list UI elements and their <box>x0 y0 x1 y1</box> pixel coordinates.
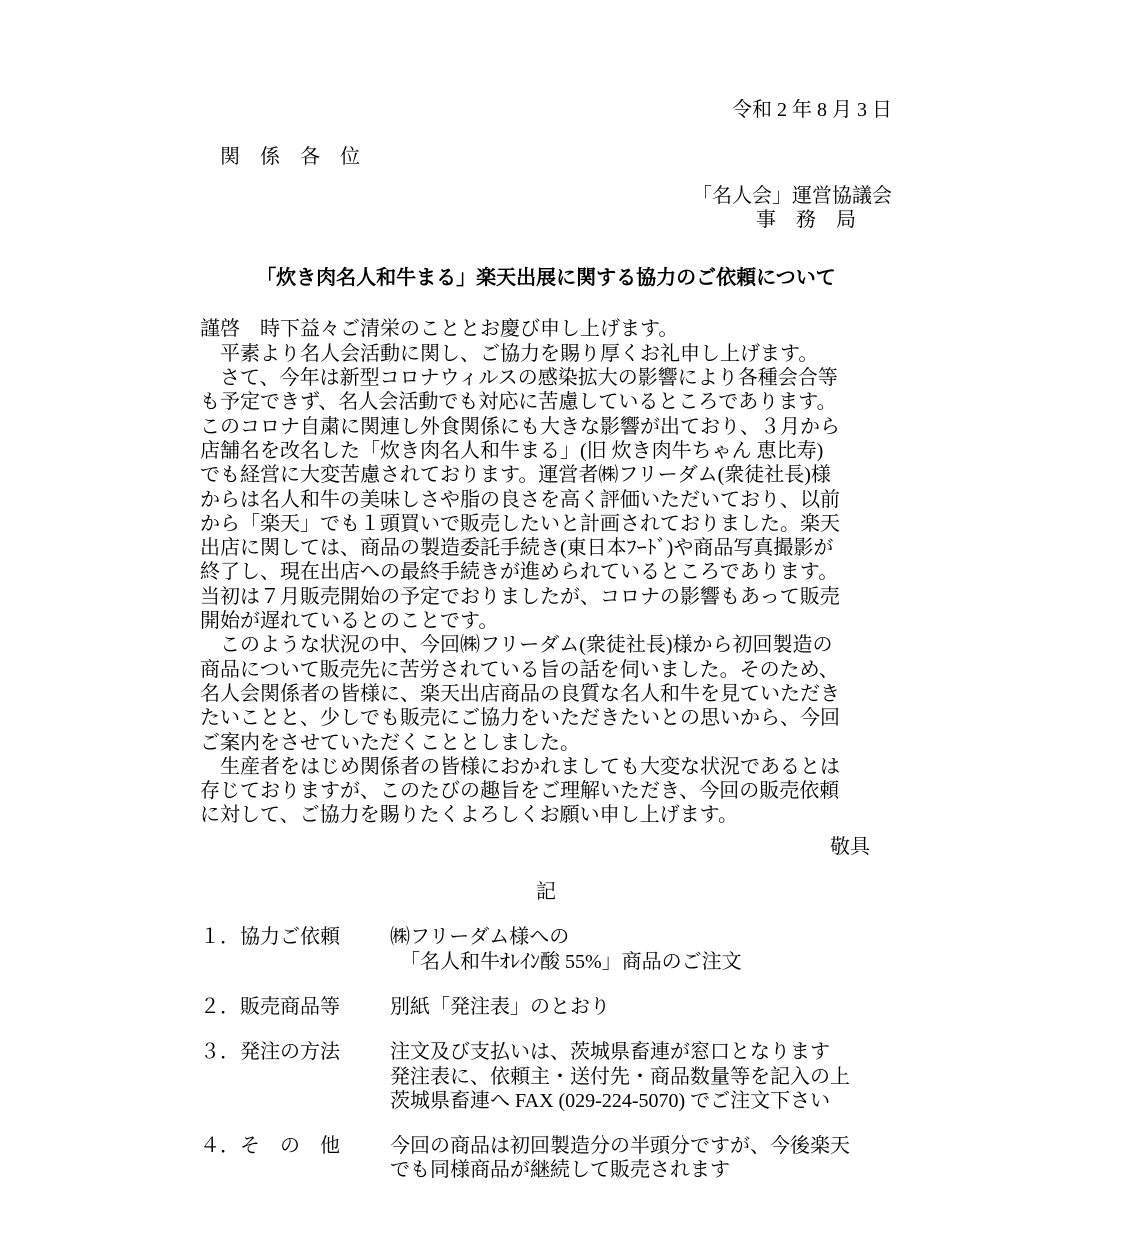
item-description <box>390 1134 892 1183</box>
body-line: 存じておりますが、このたびの趣旨をご理解いただき、今回の販売依頼 <box>200 780 840 803</box>
item-label: 協力ご依頼 <box>240 926 340 949</box>
list-item <box>200 1040 892 1113</box>
item-description-line: 今回の商品は初回製造分の半頭分ですが、今後楽天 <box>390 1135 850 1158</box>
item-description-line: でも同様商品が継続して販売されます <box>390 1159 730 1182</box>
item-description-line: 茨城県畜連へ FAX (029-224-5070) でご注文下さい <box>390 1089 831 1112</box>
body-line: 終了し、現在出店への最終手続きが進められているところであります。 <box>200 561 839 584</box>
body-line: 当初は７月販売開始の予定でおりましたが、コロナの影響もあって販売 <box>200 585 840 608</box>
date-line: 令和 2 年 8 月 3 日 <box>732 99 892 121</box>
item-number: ２． <box>200 995 240 1018</box>
body-line: からは名人和牛の美味しさや脂の良さを高く評価いただいており、以前 <box>200 488 840 511</box>
item-number: ４． <box>200 1135 240 1158</box>
body-line: 謹啓 時下益々ご清栄のこととお慶び申し上げます。 <box>200 318 679 341</box>
body-line: 生産者をはじめ関係者の皆様におかれましても大変な状況であるとは <box>200 755 840 778</box>
body-line: 店舗名を改名した「炊き肉名人和牛まる」(旧 炊き肉牛ちゃん 恵比寿) <box>200 439 824 462</box>
item-number-label <box>200 1134 390 1158</box>
item-description-line: ㈱フリーダム様への <box>390 926 570 949</box>
body-line: に対して、ご協力を賜りたくよろしくお願い申し上げます。 <box>200 804 738 827</box>
sender-block <box>200 184 892 233</box>
items-list <box>200 925 892 1182</box>
body-line: から「楽天」でも１頭買いで販売したいと計画されておりました。楽天 <box>200 512 840 535</box>
body-line: ご案内をさせていただくこととしました。 <box>200 731 580 754</box>
body-line: 商品について販売先に苦労されている旨の話を伺いました。そのため、 <box>200 658 839 681</box>
body-line: このコロナ自粛に関連し外食関係にも大きな影響が出ており、３月から <box>200 415 840 438</box>
sender-department: 事 務 局 <box>756 208 856 231</box>
item-label: 販売商品等 <box>240 995 340 1018</box>
body-line: 平素より名人会活動に関し、ご協力を賜り厚くお礼申し上げます。 <box>200 342 819 365</box>
item-number: １． <box>200 926 240 949</box>
letter-body <box>200 317 892 827</box>
recipient-line: 関 係 各 位 <box>220 146 360 169</box>
list-item <box>200 1134 892 1183</box>
body-line: も予定できず、名人会活動でも対応に苦慮しているところであります。 <box>200 391 837 414</box>
list-item <box>200 925 892 974</box>
item-number-label <box>200 995 390 1019</box>
item-number-label <box>200 1040 390 1064</box>
item-description-line: 「名人和牛ｵﾚｲﾝ酸 55%」商品のご注文 <box>390 950 742 973</box>
item-number: ３． <box>200 1041 240 1064</box>
item-description-line: 発注表に、依頼主・送付先・商品数量等を記入の上 <box>390 1065 850 1088</box>
body-line: 出店に関しては、商品の製造委託手続き(東日本ﾌｰﾄﾞ)や商品写真撮影が <box>200 537 834 560</box>
item-description-line: 注文及び支払いは、茨城県畜連が窓口となります <box>390 1041 830 1064</box>
closing-line: 敬具 <box>830 835 870 858</box>
body-line: 名人会関係者の皆様に、楽天出店商品の良質な名人和牛を見ていただき <box>200 682 840 705</box>
item-label: そ の 他 <box>240 1135 340 1158</box>
sender-organization: 「名人会」運営協議会 <box>692 184 892 207</box>
body-line: でも経営に大変苦慮されております。運営者㈱フリーダム(衆徒社長)様 <box>200 464 831 487</box>
item-number-label <box>200 925 390 949</box>
list-item <box>200 995 892 1019</box>
item-description <box>390 995 892 1019</box>
item-description <box>390 1040 892 1113</box>
document-title: 「炊き肉名人和牛まる」楽天出展に関する協力のご依頼について <box>256 267 836 290</box>
body-line: たいことと、少しでも販売にご協力をいただきたいとの思いから、今回 <box>200 707 840 730</box>
body-line: このような状況の中、今回㈱フリーダム(衆徒社長)様から初回製造の <box>200 634 833 657</box>
record-marker: 記 <box>536 881 556 904</box>
body-line: さて、今年は新型コロナウィルスの感染拡大の影響により各種会合等 <box>200 367 838 390</box>
item-label: 発注の方法 <box>240 1041 340 1064</box>
body-line: 開始が遅れているとのことです。 <box>200 610 499 633</box>
letter-content <box>200 0 892 1183</box>
item-description <box>390 925 892 974</box>
item-description-line: 別紙「発注表」のとおり <box>390 995 610 1018</box>
